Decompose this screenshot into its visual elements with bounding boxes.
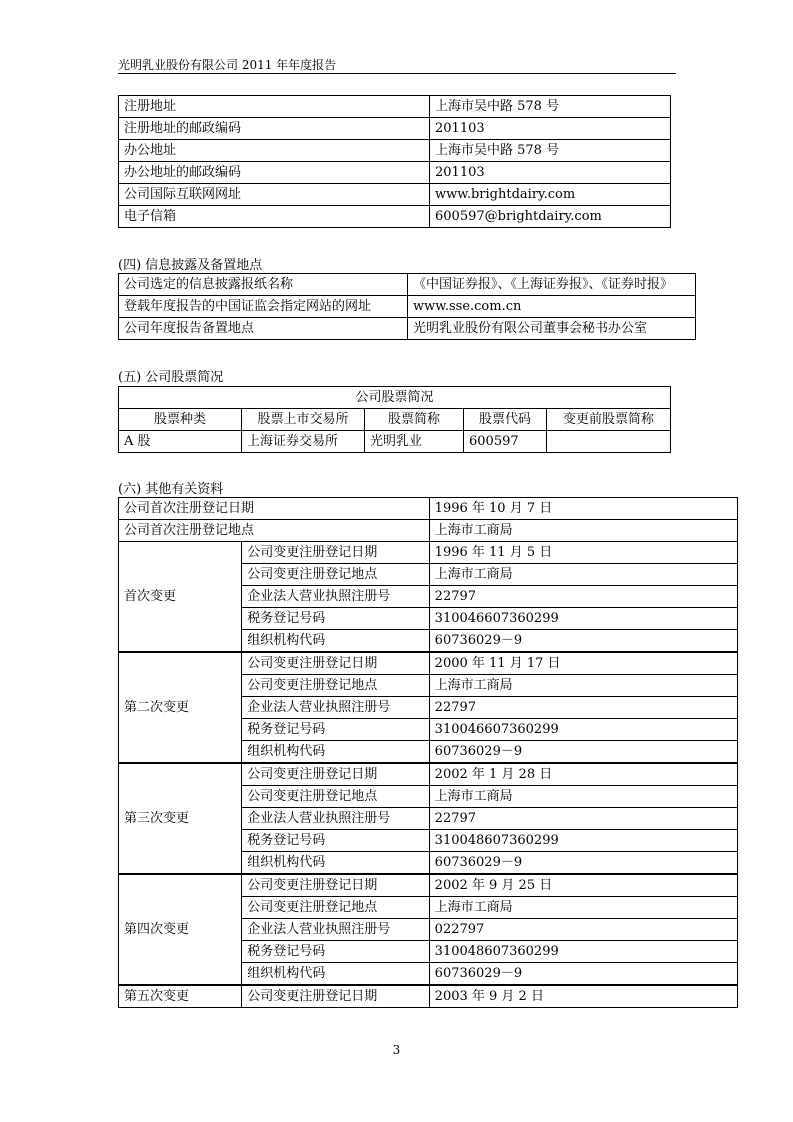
table-row [119, 874, 738, 897]
field-label: 组织机构代码 [242, 852, 429, 875]
stock-header: 股票简称 [365, 409, 464, 431]
field-value: 60736029－9 [429, 741, 737, 764]
stock-cell [547, 431, 671, 453]
field-label: 公司变更注册登记日期 [242, 542, 429, 564]
stock-cell: 光明乳业 [365, 431, 464, 453]
field-value: 201103 [430, 162, 671, 184]
section6-title: (六) 其他有关资料 [118, 482, 224, 497]
field-value: 310048607360299 [429, 830, 737, 852]
field-label: 税务登记号码 [242, 830, 429, 852]
table-row [119, 498, 738, 520]
field-value: 上海市工商局 [429, 675, 737, 697]
field-value: 310046607360299 [429, 719, 737, 741]
field-label: 电子信箱 [119, 206, 430, 228]
section5-title: (五) 公司股票简况 [118, 370, 224, 385]
field-label: 注册地址的邮政编码 [119, 118, 430, 140]
field-label: 公司国际互联网网址 [119, 184, 430, 206]
field-value: 600597@brightdairy.com [430, 206, 671, 228]
stock-table [118, 386, 671, 453]
stock-header: 股票代码 [464, 409, 547, 431]
field-value: 2002 年 9 月 25 日 [429, 874, 737, 897]
field-value: 310046607360299 [429, 608, 737, 630]
field-label: 公司选定的信息披露报纸名称 [119, 274, 408, 296]
field-label: 企业法人营业执照注册号 [242, 586, 429, 608]
field-value: 2002 年 1 月 28 日 [429, 763, 737, 786]
table-row [119, 162, 671, 184]
field-label: 公司变更注册登记日期 [242, 874, 429, 897]
disclosure-table [118, 273, 696, 340]
field-label: 企业法人营业执照注册号 [242, 697, 429, 719]
field-label: 公司变更注册登记日期 [242, 985, 429, 1008]
field-label: 公司变更注册登记日期 [242, 763, 429, 786]
field-value: 022797 [429, 919, 737, 941]
field-label: 公司变更注册登记地点 [242, 786, 429, 808]
registration-table [118, 497, 738, 1008]
field-label: 组织机构代码 [242, 741, 429, 764]
field-label: 公司年度报告备置地点 [119, 318, 408, 340]
table-row [119, 96, 671, 118]
page-number: 3 [392, 1043, 401, 1057]
stock-table-title: 公司股票简况 [119, 387, 671, 409]
field-value: 上海市工商局 [429, 897, 737, 919]
field-label: 公司变更注册登记地点 [242, 564, 429, 586]
table-row [119, 140, 671, 162]
field-label: 注册地址 [119, 96, 430, 118]
stock-cell: 上海证券交易所 [242, 431, 365, 453]
field-value: 上海市工商局 [429, 786, 737, 808]
stock-header: 变更前股票简称 [547, 409, 671, 431]
table-row [119, 318, 696, 340]
field-value: 1996 年 11 月 5 日 [429, 542, 737, 564]
table-row [119, 985, 738, 1008]
field-value: 2003 年 9 月 2 日 [429, 985, 737, 1008]
field-value: 1996 年 10 月 7 日 [429, 498, 737, 520]
field-label: 组织机构代码 [242, 630, 429, 653]
field-value: 2000 年 11 月 17 日 [429, 652, 737, 675]
field-value: 60736029－9 [429, 630, 737, 653]
field-value: 310048607360299 [429, 941, 737, 963]
address-table [118, 95, 671, 228]
field-label: 办公地址的邮政编码 [119, 162, 430, 184]
table-row [119, 652, 738, 675]
table-row [119, 520, 738, 542]
field-value: 上海市吴中路 578 号 [430, 140, 671, 162]
table-row [119, 763, 738, 786]
table-row [119, 206, 671, 228]
field-value: 光明乳业股份有限公司董事会秘书办公室 [408, 318, 696, 340]
field-label: 企业法人营业执照注册号 [242, 808, 429, 830]
field-label: 公司首次注册登记地点 [119, 520, 430, 542]
field-label: 税务登记号码 [242, 608, 429, 630]
field-label: 公司变更注册登记地点 [242, 897, 429, 919]
field-value: 上海市工商局 [429, 564, 737, 586]
table-row [119, 184, 671, 206]
change-label: 第五次变更 [119, 985, 242, 1008]
field-value: 201103 [430, 118, 671, 140]
field-label: 企业法人营业执照注册号 [242, 919, 429, 941]
field-label: 登载年度报告的中国证监会指定网站的网址 [119, 296, 408, 318]
field-value: 60736029－9 [429, 963, 737, 986]
change-label: 第二次变更 [119, 652, 242, 763]
field-label: 办公地址 [119, 140, 430, 162]
field-label: 公司首次注册登记日期 [119, 498, 430, 520]
field-label: 税务登记号码 [242, 941, 429, 963]
header-divider [118, 73, 676, 74]
table-row [119, 542, 738, 564]
field-label: 税务登记号码 [242, 719, 429, 741]
field-value: 22797 [429, 808, 737, 830]
stock-header: 股票上市交易所 [242, 409, 365, 431]
page-header: 光明乳业股份有限公司 2011 年年度报告 [118, 58, 337, 72]
field-value: 上海市吴中路 578 号 [430, 96, 671, 118]
change-label: 首次变更 [119, 542, 242, 653]
field-value: 22797 [429, 697, 737, 719]
section4-title: (四) 信息披露及备置地点 [118, 258, 263, 273]
field-value: 22797 [429, 586, 737, 608]
stock-cell: A 股 [119, 431, 242, 453]
field-value: 上海市工商局 [429, 520, 737, 542]
field-label: 公司变更注册登记日期 [242, 652, 429, 675]
field-label: 公司变更注册登记地点 [242, 675, 429, 697]
field-value: 60736029－9 [429, 852, 737, 875]
change-label: 第三次变更 [119, 763, 242, 874]
field-label: 组织机构代码 [242, 963, 429, 986]
stock-header: 股票种类 [119, 409, 242, 431]
table-row [119, 296, 696, 318]
change-label: 第四次变更 [119, 874, 242, 985]
field-value: www.brightdairy.com [430, 184, 671, 206]
table-row [119, 274, 696, 296]
table-row [119, 118, 671, 140]
field-value: 《中国证券报》、《上海证券报》、《证券时报》 [408, 274, 696, 296]
stock-cell: 600597 [464, 431, 547, 453]
field-value: www.sse.com.cn [408, 296, 696, 318]
